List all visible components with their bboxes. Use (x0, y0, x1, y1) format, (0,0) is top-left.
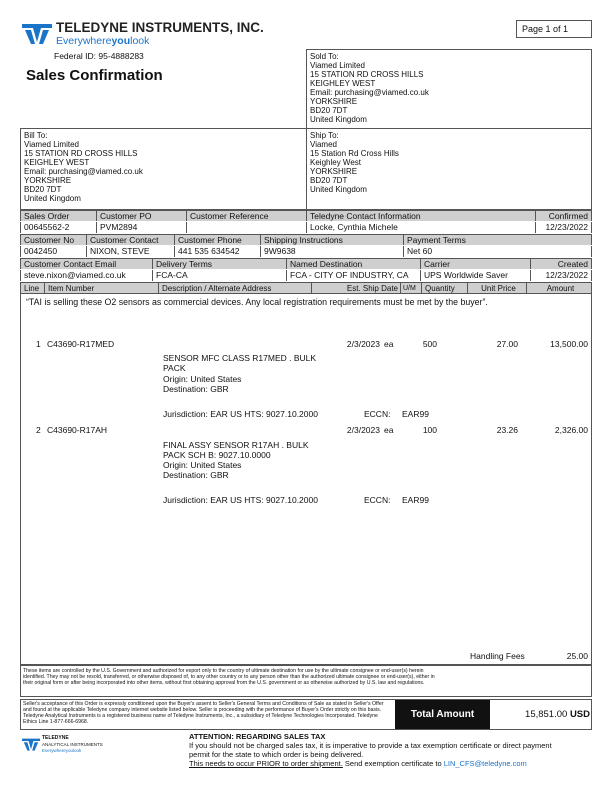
line-header-row (20, 282, 592, 294)
footer-logo (22, 734, 122, 764)
header-amount: Amount (527, 283, 592, 293)
header-line: Line (21, 283, 45, 293)
contact-email-value: steve.nixon@viamed.co.uk (21, 270, 153, 281)
customer-value-row (20, 246, 592, 257)
exemption-email-link[interactable]: LIN_CFS@teledyne.com (443, 759, 527, 768)
header-confirmed: Confirmed (536, 211, 592, 221)
eccn-label: ECCN: (364, 495, 391, 505)
eccn-label: ECCN: (364, 409, 391, 419)
export-notice-box (20, 665, 592, 697)
terms-notice: Seller's acceptance of this Order is expressly conditioned upon the Buyer's assent to Seller's General Terms and Conditions of Sale as stated in Seller's Offer and found at the applicable Teledyne company internet website listed below. Seller is proceeding with the performance of Buyer's Order strictly on this basis. Teledyne Analytical Instruments is a registered business name of Teledyne Instruments, Inc., a subsidiary of Teledyne Technologies Incorporated. Teledyne Ethics Line 1-877-666-6968. (23, 701, 384, 725)
header-customer-phone: Customer Phone (175, 235, 261, 245)
attention-block (189, 732, 589, 768)
header-customer-no: Customer No (21, 235, 87, 245)
header-sales-order: Sales Order (21, 211, 97, 221)
header-shipping-instructions: Shipping Instructions (261, 235, 404, 245)
customer-contact-value: NIXON, STEVE (87, 246, 175, 257)
company-tagline (56, 35, 149, 47)
commercial-note: “TAI is selling these O2 sensors as commercial devices. Any local registration requirements must be met by the buyer”. (26, 297, 488, 307)
confirmed-value: 12/23/2022 (536, 222, 592, 233)
bill-to-line: KEIGHLEY WEST (24, 158, 90, 167)
customer-reference-value (187, 222, 307, 233)
header-customer-contact: Customer Contact (87, 235, 175, 245)
customer-phone-value: 441 535 634542 (175, 246, 261, 257)
sold-to-line: KEIGHLEY WEST (310, 79, 376, 88)
shipping-instructions-value: 9W9638 (261, 246, 404, 257)
footer-logo-line: ANALYTICAL INSTRUMENTS (42, 742, 103, 747)
footer-logo-line: Everywhereyoulook (42, 748, 82, 753)
header-est-ship-date: Est. Ship Date (312, 283, 401, 293)
line-items-frame (20, 294, 592, 665)
header-unit-price: Unit Price (468, 283, 527, 293)
document-title: Sales Confirmation (26, 67, 163, 84)
header-created: Created (531, 259, 592, 269)
attention-title: ATTENTION: REGARDING SALES TAX (189, 732, 326, 741)
attention-line: permit for the state to which order is being delivered. (189, 750, 364, 759)
customer-po-value: PVM2894 (97, 222, 187, 233)
header-carrier: Carrier (421, 259, 531, 269)
ship-to-line: BD20 7DT (310, 176, 348, 185)
item-description: PACK SCH B: 9027.10.0000 (163, 450, 271, 460)
line-amount: 2,326.00 (554, 425, 588, 435)
quantity: 100 (422, 425, 437, 435)
send-certificate-text: Send exemption certificate to (342, 759, 444, 768)
est-ship-date: 2/3/2023 (346, 425, 380, 435)
ship-to-line: YORKSHIRE (310, 167, 358, 176)
tagline-part2: you (111, 35, 131, 47)
item-destination: Destination: GBR (163, 384, 229, 394)
line-amount: 13,500.00 (550, 339, 588, 349)
payment-terms-value: Net 60 (404, 246, 592, 257)
contact-info-value: Locke, Cynthia Michele (307, 222, 536, 233)
item-number: C43690-R17MED (47, 339, 115, 349)
bill-to-line: Email: purchasing@viamed.co.uk (24, 167, 143, 176)
sold-to-box (306, 49, 592, 128)
sold-to-label: Sold To: (310, 52, 339, 61)
total-amount-value: 15,851.00 (525, 709, 568, 720)
address-divider (306, 129, 307, 209)
bill-to-label: Bill To: (24, 131, 48, 140)
footer-logo-line: TELEDYNE (42, 735, 69, 741)
order-header-row (20, 210, 592, 221)
ship-to-line: Viamed (310, 140, 337, 149)
delivery-terms-value: FCA-CA (153, 270, 287, 281)
prior-shipment-notice: This needs to occur PRIOR to order shipment. (189, 759, 343, 768)
sold-to-line: Email: purchasing@viamed.co.uk (310, 88, 429, 97)
ship-to-line: 15 Station Rd Cross Hills (310, 149, 399, 158)
header-contact-email: Customer Contact Email (21, 259, 153, 269)
customer-header-row (20, 234, 592, 245)
page-number: Page 1 of 1 (522, 24, 569, 34)
federal-id: Federal ID: 95-4888283 (54, 51, 144, 61)
total-currency: USD (569, 709, 590, 720)
teledyne-footer-logo-icon (22, 736, 40, 752)
address-box (20, 128, 592, 210)
company-name: TELEDYNE INSTRUMENTS, INC. (56, 20, 264, 35)
created-value: 12/23/2022 (531, 270, 592, 281)
eccn-value: EAR99 (402, 409, 429, 419)
attention-line: If you should not be charged sales tax, it is imperative to provide a tax exemption certificate or direct payment (189, 741, 552, 750)
handling-fees-label: Handling Fees (470, 651, 525, 661)
item-origin: Origin: United States (163, 460, 242, 470)
customer-no-value: 0042450 (21, 246, 87, 257)
header-delivery-terms: Delivery Terms (153, 259, 287, 269)
header-item-number: Item Number (45, 283, 159, 293)
item-destination: Destination: GBR (163, 470, 229, 480)
item-description: SENSOR MFC CLASS R17MED . BULK (163, 353, 317, 363)
total-amount (491, 700, 590, 729)
export-notice: These items are controlled by the U.S. Government and authorized for export only to the country of ultimate destination for use by the ultimate consignee or end-user(s) herein identified. They may not be resold, transferred, or otherwise disposed of, to any other country or to any person other than the authorized ultimate consignee or end-user(s), either in their original form or after being incorporated into other items, without first obtaining approval from the U.S. government or as otherwise authorized by U.S. law and regulations. (23, 668, 435, 686)
delivery-header-row (20, 258, 592, 269)
ship-to-label: Ship To: (310, 131, 339, 140)
line-number: 1 (36, 339, 41, 349)
bill-to-line: United Kingdom (24, 194, 81, 203)
eccn-value: EAR99 (402, 495, 429, 505)
item-origin: Origin: United States (163, 374, 242, 384)
page-number-box (516, 20, 592, 38)
header-payment-terms: Payment Terms (404, 235, 592, 245)
carrier-value: UPS Worldwide Saver (421, 270, 531, 281)
header-description: Description / Alternate Address (159, 283, 312, 293)
sold-to-line: YORKSHIRE (310, 97, 358, 106)
named-destination-value: FCA - CITY OF INDUSTRY, CA (287, 270, 421, 281)
total-amount-label: Total Amount (410, 709, 475, 720)
item-description: PACK (163, 363, 186, 373)
item-description: FINAL ASSY SENSOR R17AH . BULK (163, 440, 309, 450)
bill-to-line: 15 STATION RD CROSS HILLS (24, 149, 138, 158)
line-number: 2 (36, 425, 41, 435)
sold-to-line: 15 STATION RD CROSS HILLS (310, 70, 424, 79)
item-jurisdiction: Jurisdiction: EAR US HTS: 9027.10.2000 (163, 409, 318, 419)
unit-of-measure: ea (384, 339, 394, 349)
attention-line (189, 759, 589, 768)
sales-order-value: 00645562-2 (21, 222, 97, 233)
unit-price: 27.00 (496, 339, 518, 349)
total-amount-label-cell (395, 700, 490, 729)
header-quantity: Quantity (422, 283, 468, 293)
quantity: 500 (422, 339, 437, 349)
unit-price: 23.26 (496, 425, 518, 435)
header-customer-reference: Customer Reference (187, 211, 307, 221)
header-um: U/M (401, 283, 422, 293)
unit-of-measure: ea (384, 425, 394, 435)
order-value-row (20, 222, 592, 233)
header-named-destination: Named Destination (287, 259, 421, 269)
sold-to-line: United Kingdom (310, 115, 367, 124)
bill-to-line: Viamed Limited (24, 140, 79, 149)
item-number: C43690-R17AH (47, 425, 108, 435)
est-ship-date: 2/3/2023 (346, 339, 380, 349)
handling-fees-amount: 25.00 (566, 651, 588, 661)
bill-to-line: BD20 7DT (24, 185, 62, 194)
tagline-part3: look (130, 35, 150, 47)
tagline-part1: Everywhere (56, 35, 112, 47)
header-customer-po: Customer PO (97, 211, 187, 221)
ship-to-line: Keighley West (310, 158, 361, 167)
header-contact-info: Teledyne Contact Information (307, 211, 536, 221)
item-jurisdiction: Jurisdiction: EAR US HTS: 9027.10.2000 (163, 495, 318, 505)
teledyne-logo-icon (22, 20, 52, 46)
delivery-value-row (20, 270, 592, 281)
sold-to-line: Viamed Limited (310, 61, 365, 70)
terms-box (20, 699, 592, 730)
ship-to-line: United Kingdom (310, 185, 367, 194)
sold-to-line: BD20 7DT (310, 106, 348, 115)
bill-to-line: YORKSHIRE (24, 176, 72, 185)
company-logo (22, 20, 264, 48)
